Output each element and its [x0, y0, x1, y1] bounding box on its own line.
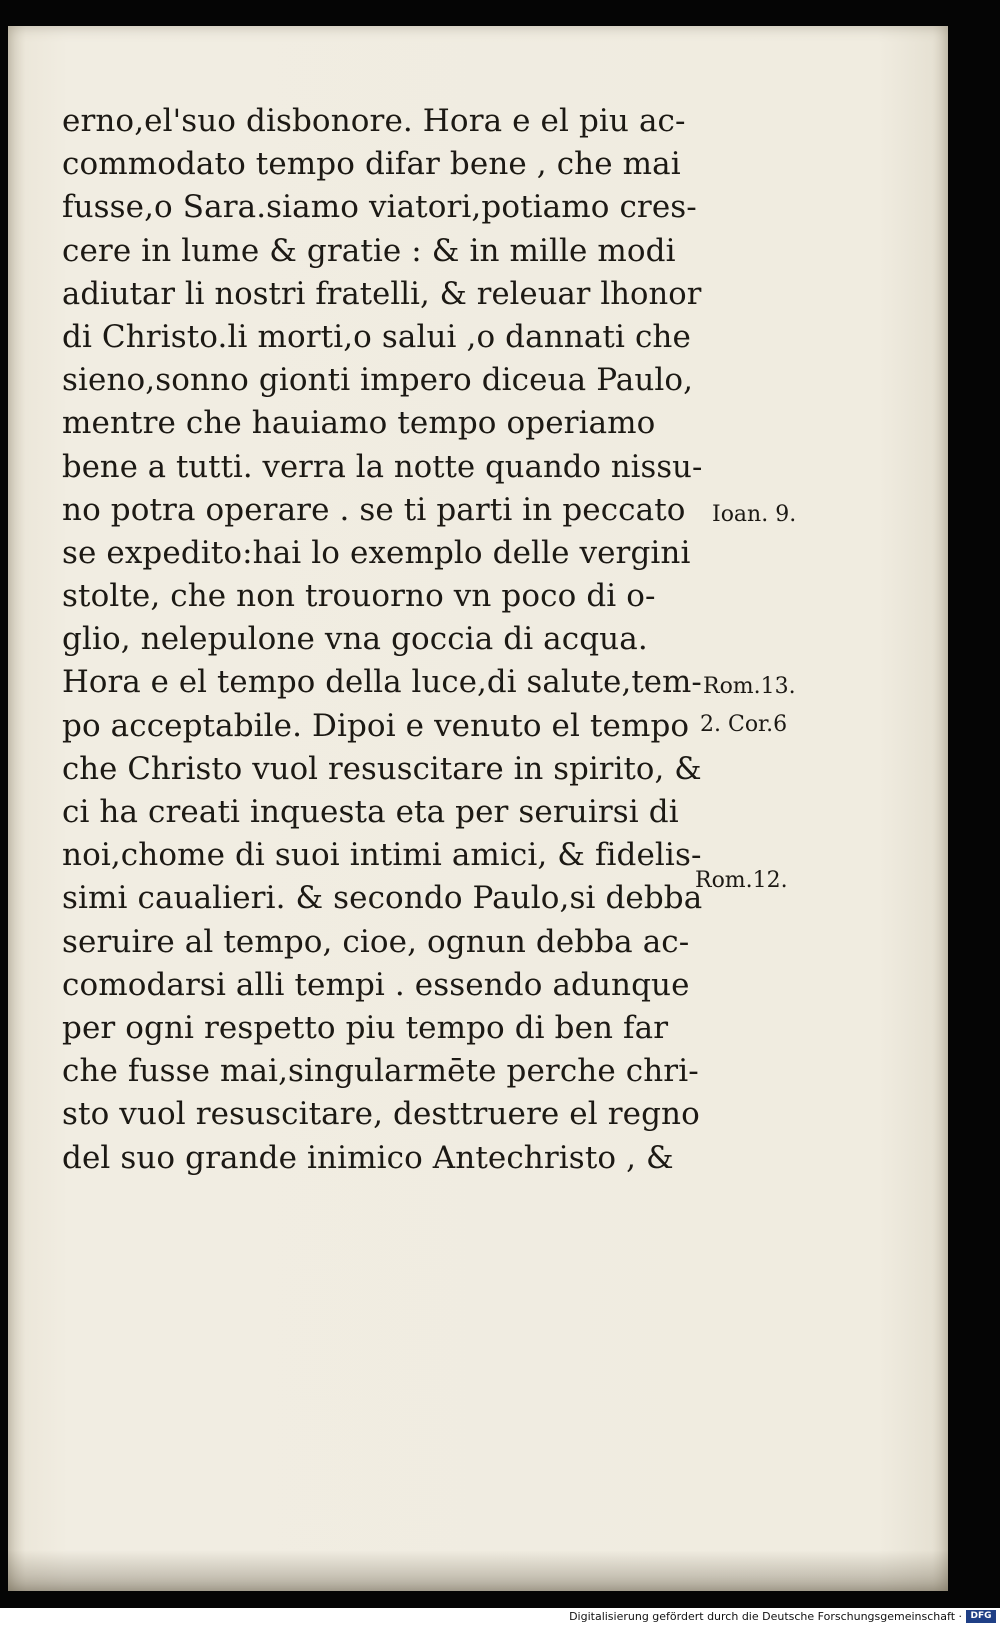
- text-line: fusse,o Sara.siamo viatori,potiamo cres-: [62, 189, 697, 226]
- marginal-note-ioan: Ioan. 9.: [712, 502, 797, 527]
- text-line: che fusse mai,singularmēte perche chri-: [62, 1053, 699, 1090]
- text-line: simi caualieri. & secondo Paulo,si debba: [62, 880, 703, 917]
- text-line: po acceptabile. Dipoi e venuto el tempo: [62, 707, 690, 744]
- text-line: bene a tutti. verra la notte quando nissu-: [62, 448, 703, 485]
- text-line: glio, nelepulone vna goccia di acqua.: [62, 621, 648, 658]
- digitization-footer: [0, 1608, 1000, 1625]
- body-text: [62, 100, 702, 1180]
- text-line: se expedito:hai lo exemplo delle vergini: [62, 534, 691, 571]
- text-line: noi,chome di suoi intimi amici, & fidelis-: [62, 837, 702, 874]
- text-line: sto vuol resuscitare, desttruere el regno: [62, 1096, 700, 1133]
- text-line: sieno,sonno gionti impero diceua Paulo,: [62, 362, 694, 399]
- text-line: che Christo vuol resuscitare in spirito, &: [62, 750, 702, 787]
- dfg-logo-icon: DFG: [966, 1610, 996, 1623]
- funding-credit: Digitalisierung gefördert durch die Deutsche Forschungsgemeinschaft ·: [569, 1610, 962, 1623]
- marginal-note-cor: 2. Cor.6: [700, 712, 788, 737]
- text-line: mentre che hauiamo tempo operiamo: [62, 405, 656, 442]
- text-line: comodarsi alli tempi . essendo adunque: [62, 966, 690, 1003]
- text-line: per ogni respetto piu tempo di ben far: [62, 1009, 669, 1046]
- text-line: seruire al tempo, cioe, ognun debba ac-: [62, 923, 690, 960]
- text-line: cere in lume & gratie : & in mille modi: [62, 232, 676, 269]
- text-line: no potra operare . se ti parti in peccato: [62, 491, 686, 528]
- page-edge-shadow: [8, 1550, 948, 1591]
- text-line: del suo grande inimico Antechristo , &: [62, 1139, 674, 1176]
- text-line: Hora e el tempo della luce,di salute,tem-: [62, 664, 702, 701]
- text-line: erno,el'suo disbonore. Hora e el piu ac-: [62, 103, 686, 139]
- text-line: commodato tempo difar bene , che mai: [62, 146, 681, 183]
- text-line: di Christo.li morti,o salui ,o dannati che: [62, 318, 691, 355]
- marginal-note-rom13: Rom.13.: [703, 674, 796, 699]
- text-line: adiutar li nostri fratelli, & releuar lhonor: [62, 275, 702, 312]
- text-line: stolte, che non trouorno vn poco di o-: [62, 578, 656, 615]
- text-line: ci ha creati inquesta eta per seruirsi di: [62, 794, 679, 830]
- marginal-note-rom12: Rom.12.: [695, 868, 788, 893]
